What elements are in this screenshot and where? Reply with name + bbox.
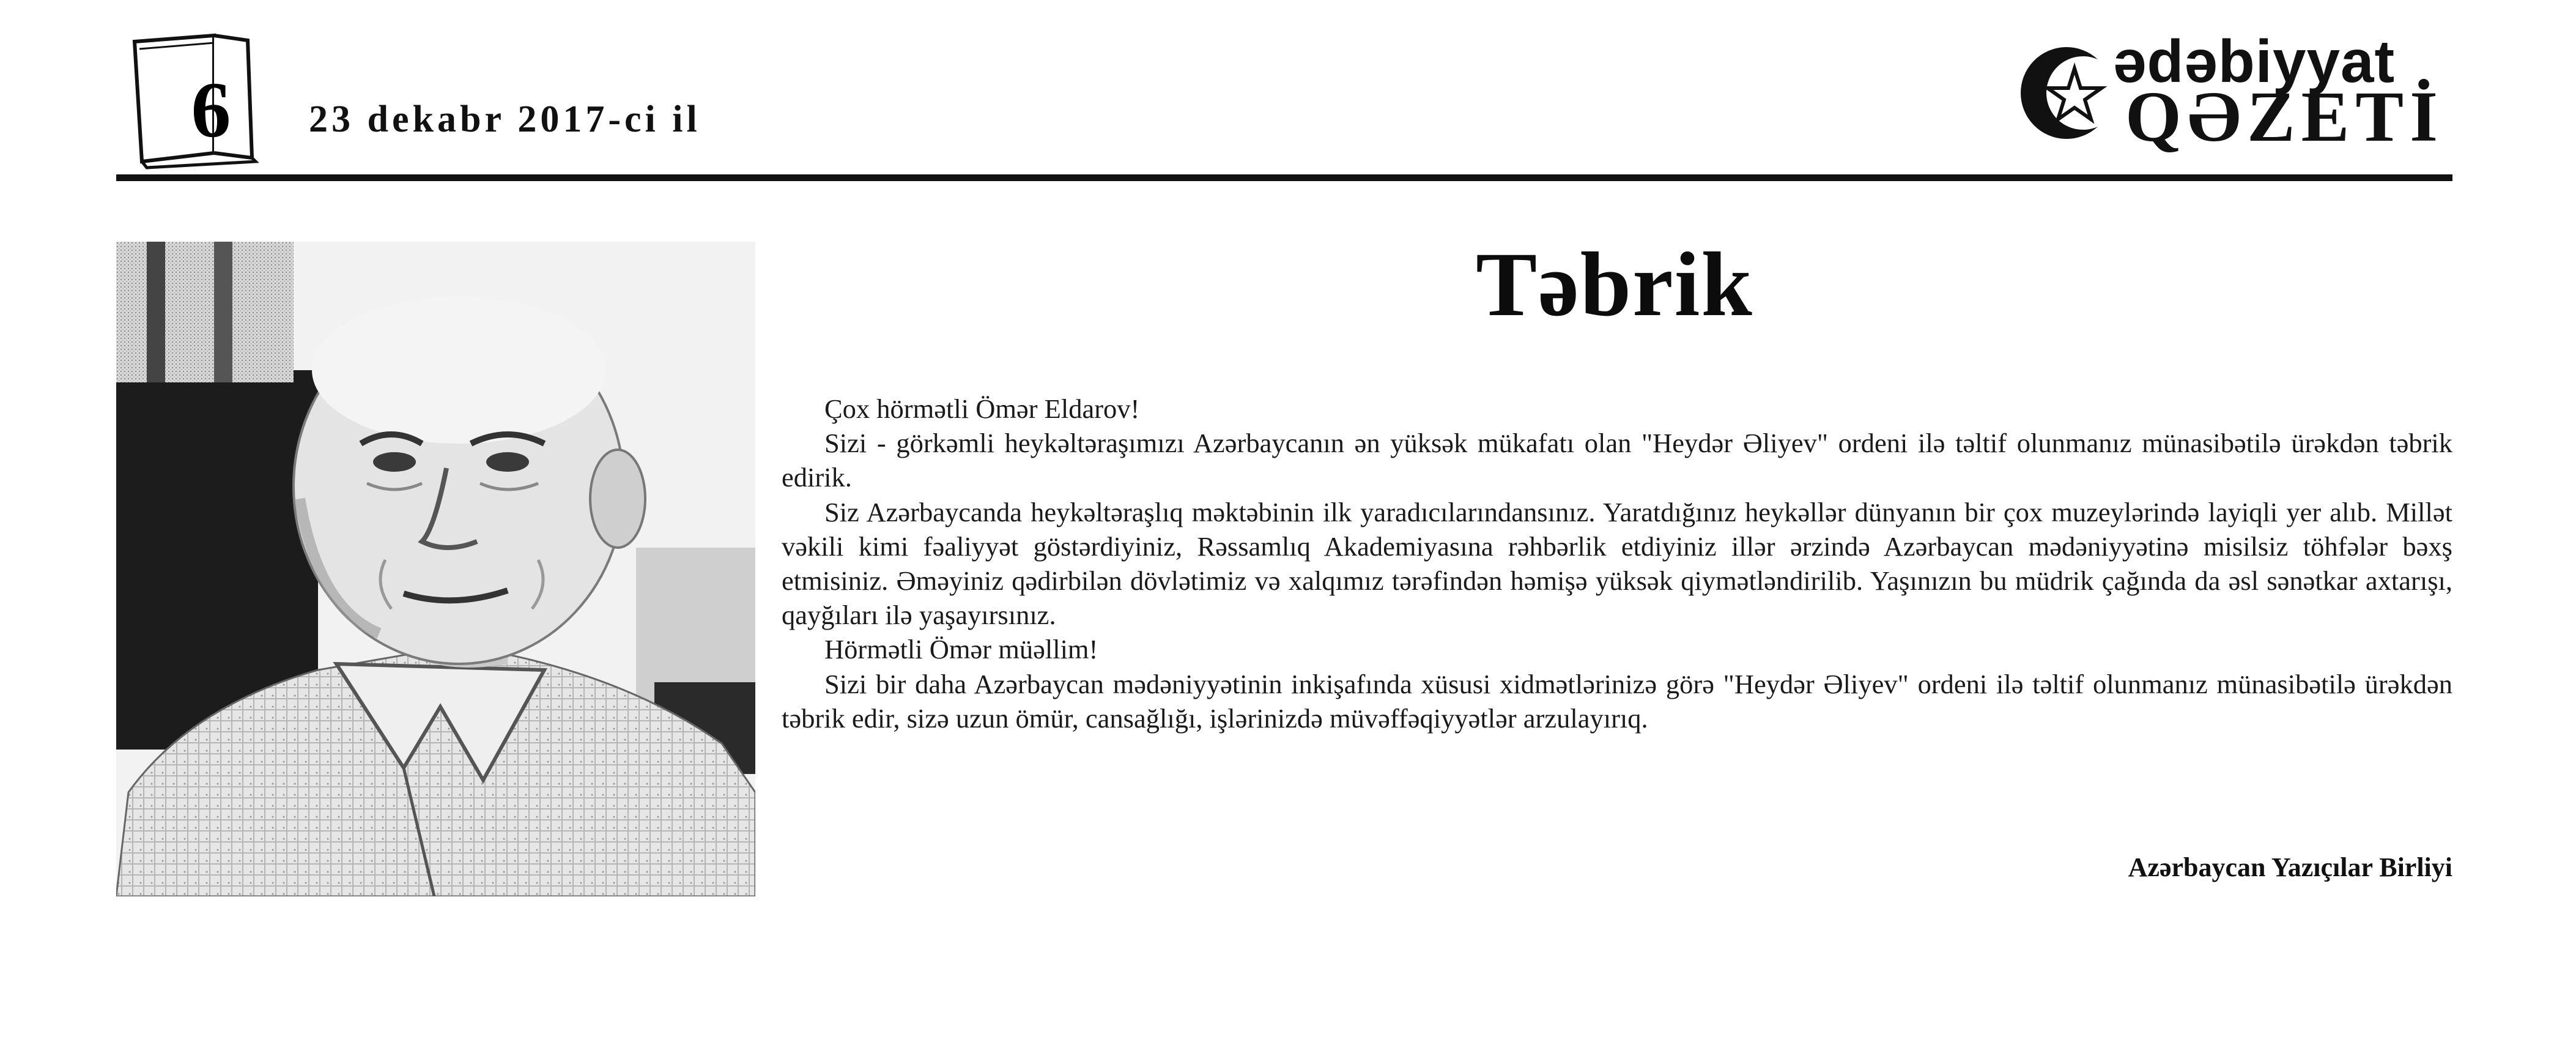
portrait-photo bbox=[116, 242, 755, 896]
article-paragraph: Hörmətli Ömər müəllim! bbox=[824, 634, 1098, 665]
masthead-title-bottom: QƏZETİ bbox=[2125, 76, 2444, 157]
article-body bbox=[782, 392, 2452, 735]
issue-date: 23 dekabr 2017-ci il bbox=[309, 99, 701, 140]
article-title: Təbrik bbox=[1476, 234, 1753, 335]
page-number: 6 bbox=[191, 66, 231, 154]
article-paragraph: Siz Azərbaycanda heykəltəraşlıq məktəbinin ilk yaradıcılarındansınız. Yaratdığınız heykəllər dünyanın bir çox muzeylərində layiqli yer alıb. Millət vəkili kimi fəaliyyət göstərdiyiniz, Rəssamlıq Akademiyasına rəhbərlik etdiyiniz illər ərzində Azərbaycan mədəniyyətinə misilsiz töhfələr bəxş etmisiniz. Əməyiniz qədirbilən dövlətimiz və xalqımız tərəfindən həmişə yüksək qiymətləndirilib. Yaşınızın bu müdrik çağında da əsl sənətkar axtarışı, qayğıları ilə yaşayırsınız. bbox=[782, 496, 2452, 631]
header-divider bbox=[116, 174, 2452, 181]
masthead-logo bbox=[2006, 28, 2444, 157]
article-paragraph: Sizi bir daha Azərbaycan mədəniyyətinin inkişafında xüsusi xidmətlərinizə görə "Heydər Əliyev" ordeni ilə təltif olunmanız münasibətilə ürəkdən təbrik edir, sizə uzun ömür, cansağlığı, işlərinizdə müvəffəqiyyətlər arzulayırıq. bbox=[782, 668, 2452, 734]
article-paragraph: Çox hörmətli Ömər Eldarov! bbox=[824, 393, 1140, 424]
masthead-title-top: ədəbiyyat bbox=[2113, 28, 2396, 95]
article-signature: Azərbaycan Yazıçılar Birliyi bbox=[2128, 852, 2452, 882]
article-paragraph: Sizi - görkəmli heykəltəraşımızı Azərbaycanın ən yüksək mükafatı olan "Heydər Əliyev" ordeni ilə təltif olunmanız münasibətilə ürəkdən təbrik edirik. bbox=[782, 428, 2452, 493]
star-emblem-icon bbox=[2006, 38, 2128, 148]
